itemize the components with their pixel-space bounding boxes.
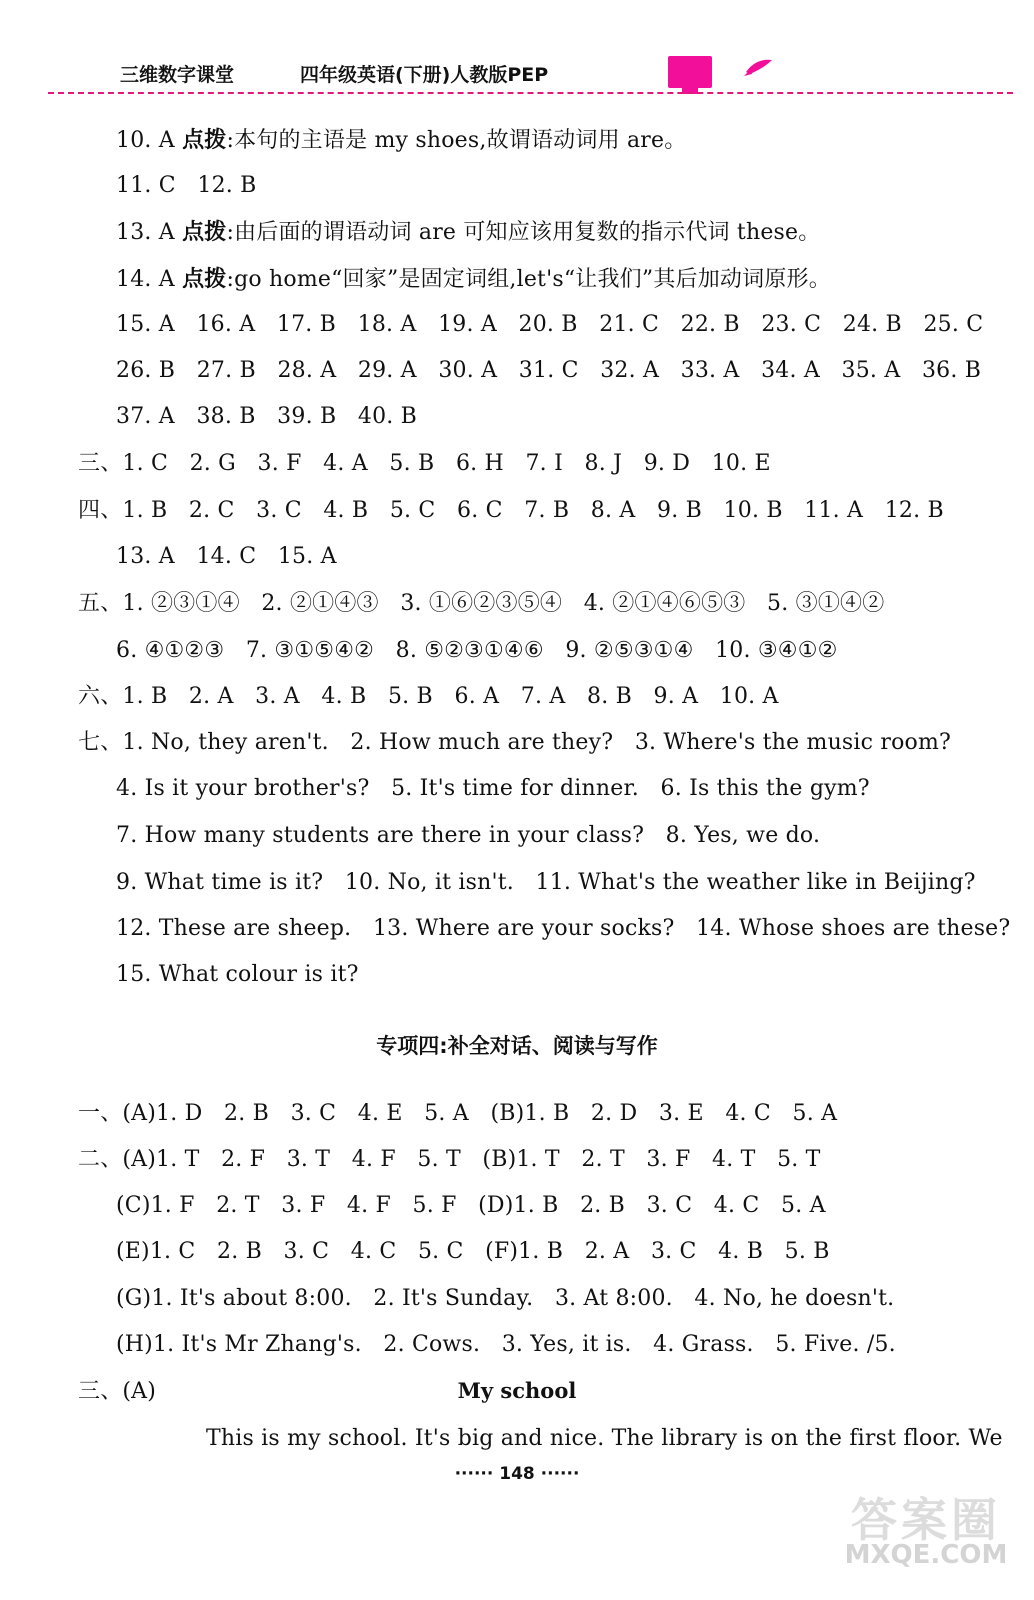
answer-line	[116, 915, 1010, 943]
section-answer-line: (G)1. It's about 8:00. 2. It's Sunday. 3. At 8:00. 4. No, he doesn't.	[116, 1286, 895, 1311]
answer-text: 6. ④①②③ 7. ③①⑤④② 8. ⑤②③①④⑥ 9. ②⑤③①④ 10. ③④①②	[116, 638, 838, 663]
answer-line	[78, 590, 884, 618]
tip-text: :本句的主语是 my shoes,故谓语动词用 are。	[226, 128, 687, 153]
page-number: ······ 148 ······	[454, 1464, 580, 1484]
answer-line	[78, 729, 951, 757]
answer-line	[116, 265, 831, 294]
answer-text: 七、1. No, they aren't. 2. How much are they? 3. Where's the music room?	[78, 730, 952, 755]
answer-text: 12. These are sheep. 13. Where are your socks? 14. Whose shoes are these?	[116, 916, 1011, 941]
section-answer-line: 二、(A)1. T 2. F 3. T 4. F 5. T (B)1. T 2. T 3. F 4. T 5. T	[78, 1147, 821, 1172]
answer-line	[78, 497, 944, 525]
answer-line	[78, 683, 779, 711]
answer-text: 37. A 38. B 39. B 40. B	[116, 404, 418, 429]
answer-line	[116, 869, 976, 897]
answer-text: 7. How many students are there in your class? 8. Yes, we do.	[116, 823, 821, 848]
answer-line	[78, 450, 771, 478]
essay-title: My school	[457, 1378, 577, 1403]
watermark	[836, 1484, 1016, 1594]
answer-text: 13. A 14. C 15. A	[116, 544, 337, 569]
rocket-icon	[742, 56, 774, 78]
brand-title: 三维数字课堂	[120, 64, 235, 86]
answer-text: 10. A	[116, 128, 183, 153]
section-answer-line: (C)1. F 2. T 3. F 4. F 5. F (D)1. B 2. B 3. C 4. C 5. A	[116, 1193, 826, 1218]
answer-text: 4. Is it your brother's? 5. It's time for dinner. 6. Is this the gym?	[116, 776, 870, 801]
watermark-logo: 答案圈	[851, 1493, 1001, 1547]
tip-label: 点拨	[182, 266, 227, 292]
answer-line	[116, 775, 870, 803]
section-answer-line: 一、(A)1. D 2. B 3. C 4. E 5. A (B)1. B 2. D 3. E 4. C 5. A	[78, 1101, 838, 1126]
tip-label: 点拨	[182, 219, 227, 245]
page-header	[0, 0, 1034, 100]
answer-line	[116, 961, 359, 989]
watermark-site: MXQE.COM	[844, 1540, 1008, 1570]
answer-text: 9. What time is it? 10. No, it isn't. 11. What's the weather like in Beijing?	[116, 870, 976, 895]
answer-line	[116, 637, 838, 665]
section-answer-line: (E)1. C 2. B 3. C 4. C 5. C (F)1. B 2. A 3. C 4. B 5. B	[116, 1239, 830, 1264]
tip-text: :由后面的谓语动词 are 可知应该用复数的指示代词 these。	[226, 220, 821, 245]
answer-text: 11. C 12. B	[116, 173, 257, 198]
answer-text: 13. A	[116, 220, 183, 245]
answer-text: 六、1. B 2. A 3. A 4. B 5. B 6. A 7. A 8. B 9. A 10. A	[78, 684, 779, 709]
answer-line	[116, 172, 257, 200]
answer-text: 四、1. B 2. C 3. C 4. B 5. C 6. C 7. B 8. A 9. B 10. B 11. A 12. B	[78, 498, 944, 523]
answer-line	[116, 543, 337, 571]
answer-line	[116, 403, 417, 431]
answer-text: 15. What colour is it?	[116, 962, 359, 987]
answer-text: 15. A 16. A 17. B 18. A 19. A 20. B 21. C 22. B 23. C 24. B 25. C	[116, 312, 984, 337]
answer-text: 五、1. ②③①④ 2. ②①④③ 3. ①⑥②③⑤④ 4. ②①④⑥⑤③ 5. ③①④②	[78, 591, 885, 616]
section-answer-line: (H)1. It's Mr Zhang's. 2. Cows. 3. Yes, it is. 4. Grass. 5. Five. /5.	[116, 1332, 896, 1357]
header-divider	[48, 92, 1013, 94]
answer-text: 26. B 27. B 28. A 29. A 30. A 31. C 32. A 33. A 34. A 35. A 36. B	[116, 358, 982, 383]
book-title: 四年级英语(下册)人教版PEP	[300, 64, 549, 86]
answer-text: 14. A	[116, 267, 183, 292]
tip-text: :go home“回家”是固定词组,let's“让我们”其后加动词原形。	[226, 267, 831, 292]
answer-line	[116, 311, 983, 339]
answer-line	[116, 126, 686, 155]
answer-text: 三、1. C 2. G 3. F 4. A 5. B 6. H 7. I 8. J 9. D 10. E	[78, 451, 771, 476]
essay-text: This is my school. It's big and nice. The library is on the first floor. We	[206, 1426, 1003, 1451]
tip-label: 点拨	[182, 127, 227, 153]
essay-label: 三、(A)	[78, 1379, 157, 1404]
answer-line	[116, 822, 820, 850]
answer-line	[116, 357, 981, 385]
answer-line	[116, 218, 820, 247]
monitor-icon	[668, 56, 712, 88]
section-title: 专项四:补全对话、阅读与写作	[376, 1034, 658, 1058]
